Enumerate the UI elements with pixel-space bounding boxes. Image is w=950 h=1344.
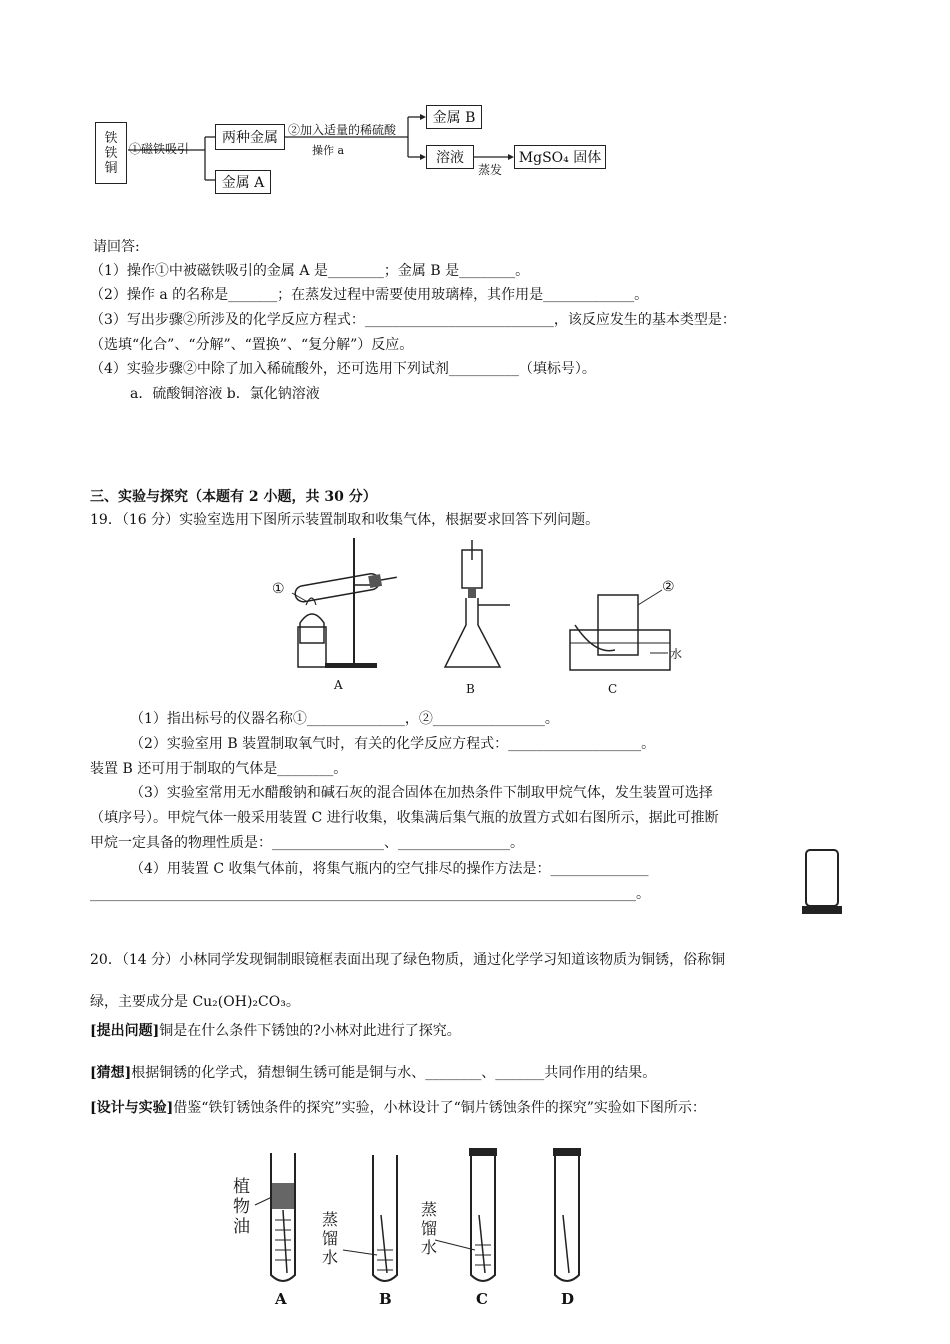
flow-two-metals-box: 两种金属 [215,124,285,150]
fig-label-b: B [466,682,475,696]
inverted-gas-jar [800,848,844,918]
q18-line4: （选填“化合”、“分解”、“置换”、“复分解”）反应。 [90,337,414,353]
section3-title: 三、实验与探究（本题有 2 小题，共 30 分） [90,489,377,505]
tube-label-c: C [476,1290,488,1308]
apparatus-drawing [270,535,690,700]
label-vegetable-oil: 植 物 油 [233,1177,250,1237]
q20-line5 [90,1098,706,1118]
fig-label-a: A [334,678,343,692]
q20-tag-hypothesis: [猜想] [90,1065,132,1081]
q20-line2: 绿，主要成分是 Cu₂(OH)₂CO₃。 [90,994,300,1010]
flow-start-box: 铁 铁 铜 [95,122,127,184]
flow-metal-a-box: 金属 A [215,170,271,194]
q18-prompt: 请回答: [93,239,140,255]
q19-line1: （1）指出标号的仪器名称①______________，②________________。 [130,711,559,727]
label-distilled-water-1: 蒸 馏 水 [322,1210,339,1267]
q20-design-text: 借鉴“铁钉锈蚀条件的探究”实验，小林设计了“铜片锈蚀条件的探究”实验如下图所示： [173,1100,706,1116]
tube-label-d: D [561,1290,575,1308]
flow-step2-label: ②加入适量的稀硫酸 [288,123,397,137]
flow-op-a-label: 操作 a [312,144,345,157]
q20-tag-question: [提出问题] [90,1023,160,1039]
q20-tag-design: [设计与实验] [90,1100,174,1116]
q18-line6: a．硫酸铜溶液 b．氯化钠溶液 [130,386,320,402]
test-tubes-drawing [225,1145,605,1310]
q20-line1: 20．（14 分）小林同学发现铜制眼镜框表面出现了绿色物质，通过化学学习知道该物质为铜锈，俗称铜 [90,952,726,968]
q20-question-text: 铜是在什么条件下锈蚀的?小林对此进行了探究。 [159,1023,461,1039]
fig-label-mark1: ① [272,581,285,597]
q20-line3 [90,1021,461,1041]
q19-line8: ______________________________________________________________________________。 [90,886,650,902]
q20-hypothesis-text: 根据铜锈的化学式，猜想铜生锈可能是铜与水、________、_______共同作用的结果。 [131,1065,657,1081]
q19-line5: （填序号）。甲烷气体一般采用装置 C 进行收集，收集满后集气瓶的放置方式如右图所示，据此可推断 [90,810,719,826]
fig-label-water: 水 [670,647,683,661]
fig-label-mark2: ② [662,579,675,595]
flow-solution-box: 溶液 [426,145,474,169]
fig-label-c: C [608,682,618,696]
tube-label-a: A [275,1290,287,1308]
q19-line6: 甲烷一定具备的物理性质是：________________、________________。 [90,835,524,851]
q20-test-tubes-figure [225,1145,605,1310]
q18-line3: （3）写出步骤②所涉及的化学反应方程式：___________________________，该反应发生的基本类型是： [90,312,736,328]
q19-line2: （2）实验室用 B 装置制取氧气时，有关的化学反应方程式：___________________。 [130,736,656,752]
q19-line3: 装置 B 还可用于制取的气体是________。 [90,761,348,777]
flow-product-box: MgSO₄ 固体 [514,145,606,169]
q18-line5: （4）实验步骤②中除了加入稀硫酸外，还可选用下列试剂__________（填标号）。 [90,361,596,377]
flow-evaporate-label: 蒸发 [478,163,503,177]
q19-apparatus-figure [270,535,690,700]
flow-diagram [90,100,620,200]
q19-line4: （3）实验室常用无水醋酸钠和碱石灰的混合固体在加热条件下制取甲烷气体，发生装置可选择 [130,785,713,801]
q19-intro: 19．（16 分）实验室选用下图所示装置制取和收集气体，根据要求回答下列问题。 [90,512,600,528]
flow-metal-b-box: 金属 B [426,105,482,129]
q20-line4 [90,1063,656,1083]
tube-label-b: B [379,1290,392,1308]
q18-line1: （1）操作①中被磁铁吸引的金属 A 是________；金属 B 是________。 [90,263,530,279]
flow-step1-label: ①磁铁吸引 [129,142,190,156]
q19-line7: （4）用装置 C 收集气体前，将集气瓶内的空气排尽的操作方法是：______________ [130,861,649,877]
label-distilled-water-2: 蒸 馏 水 [421,1200,438,1257]
q18-line2: （2）操作 a 的名称是_______；在蒸发过程中需要使用玻璃棒，其作用是_____________。 [90,287,649,303]
